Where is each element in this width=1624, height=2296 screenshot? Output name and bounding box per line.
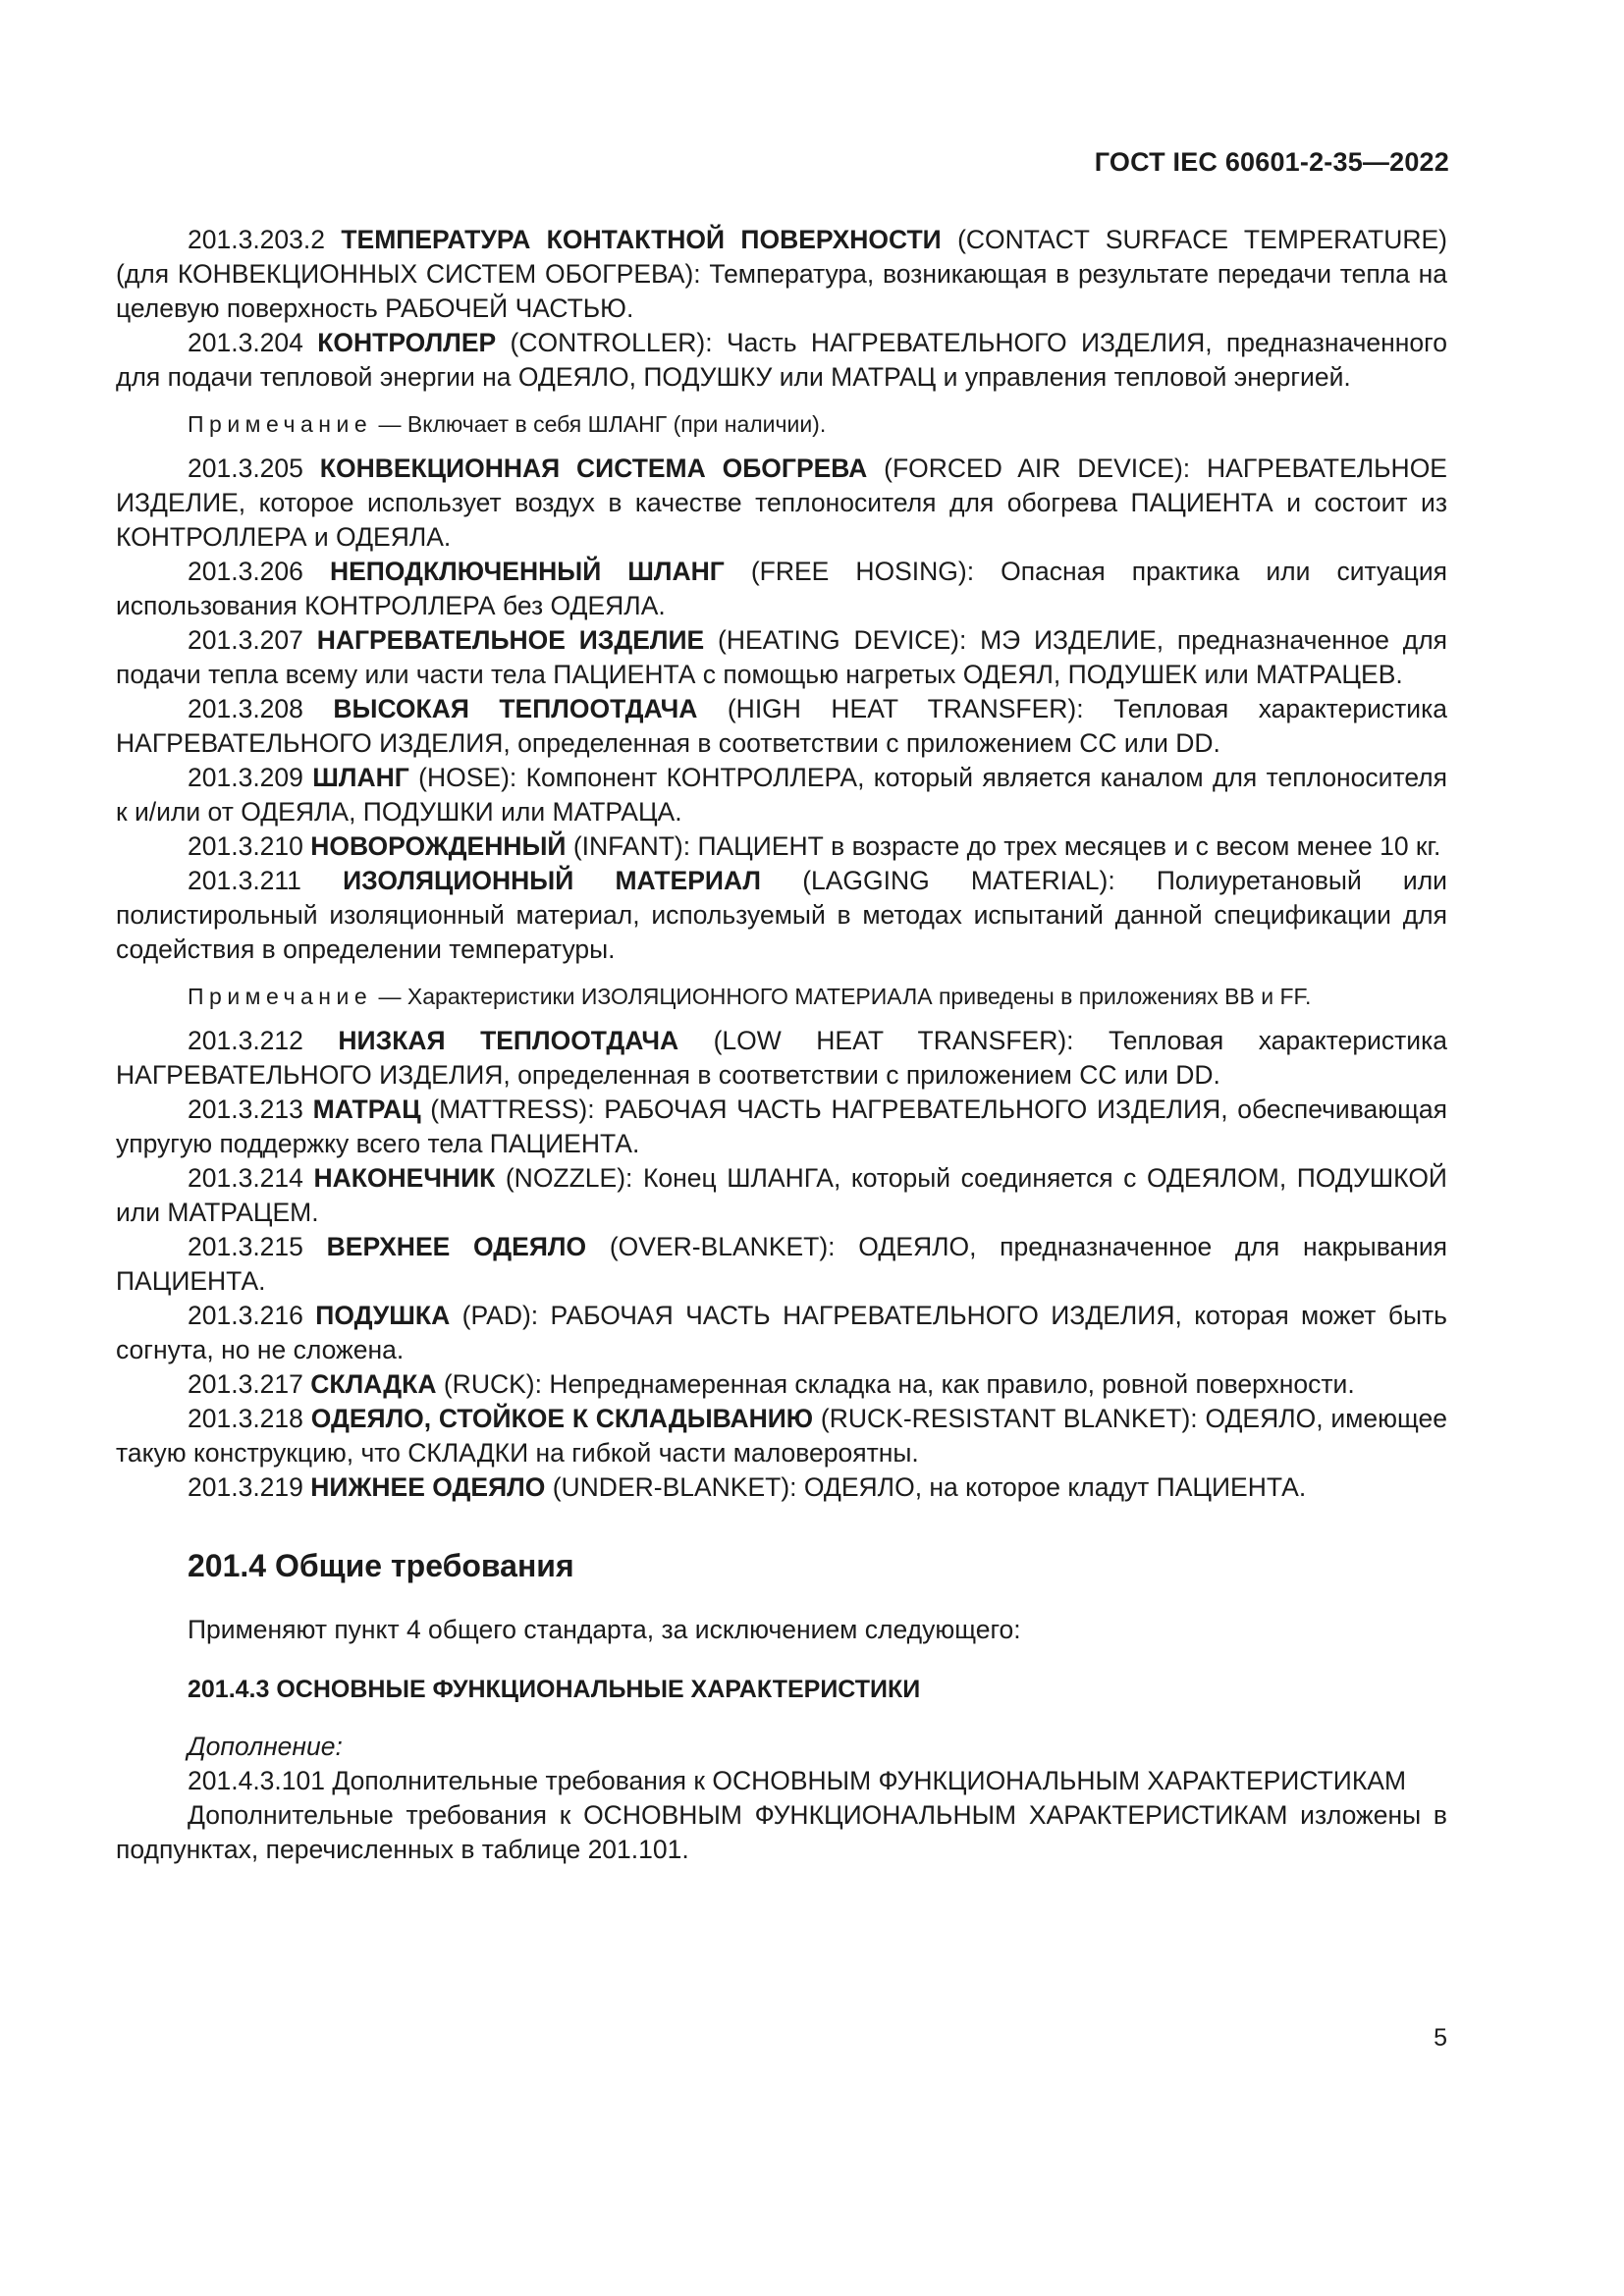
definition-term: СКЛАДКА [310, 1369, 437, 1399]
definition-201-3-208 [116, 692, 1447, 761]
definition-text: (CONTROLLER): Часть НАГРЕВАТЕЛЬНОГО ИЗДЕЛИЯ, предназначенного для подачи тепловой энергии на ОДЕЯЛО, ПОДУШКУ или МАТРАЦ и управления тепловой энергией. [116, 328, 1447, 392]
subsection-heading: 201.4.3 ОСНОВНЫЕ ФУНКЦИОНАЛЬНЫЕ ХАРАКТЕРИСТИКИ [188, 1676, 921, 1703]
definition-term: НАГРЕВАТЕЛЬНОЕ ИЗДЕЛИЕ [316, 625, 705, 655]
definition-201-3-211 [116, 864, 1447, 967]
definition-term: ШЛАНГ [312, 763, 409, 792]
definition-number: 201.3.209 [188, 763, 303, 792]
note-text: — Включает в себя ШЛАНГ (при наличии). [372, 411, 827, 437]
definition-term: НАКОНЕЧНИК [313, 1163, 496, 1193]
definition-term: КОНВЕКЦИОННАЯ СИСТЕМА ОБОГРЕВА [319, 454, 868, 483]
definition-number: 201.3.214 [188, 1163, 303, 1193]
page-number: 5 [1434, 2024, 1447, 2052]
definition-text: (OVER-BLANKET): ОДЕЯЛО, предназначенное для накрывания ПАЦИЕНТА. [116, 1232, 1447, 1296]
definition-text: (HIGH HEAT TRANSFER): Тепловая характеристика НАГРЕВАТЕЛЬНОГО ИЗДЕЛИЯ, определенная в соответствии с приложением CC или DD. [116, 694, 1447, 758]
definition-text: (LOW HEAT TRANSFER): Тепловая характеристика НАГРЕВАТЕЛЬНОГО ИЗДЕЛИЯ, определенная в соответствии с приложением CC или DD. [116, 1026, 1447, 1090]
definition-text: (HOSE): Компонент КОНТРОЛЛЕРА, который является каналом для теплоносителя к и/или от ОДЕЯЛА, ПОДУШКИ или МАТРАЦА. [116, 763, 1447, 827]
note-lagging-material [116, 981, 1447, 1012]
page-content [116, 223, 1447, 1867]
definition-term: ТЕМПЕРАТУРА КОНТАКТНОЙ ПОВЕРХНОСТИ [341, 225, 942, 254]
definition-number: 201.3.210 [188, 831, 303, 861]
definition-term: НИЖНЕЕ ОДЕЯЛО [310, 1472, 546, 1502]
definition-term: ПОДУШКА [315, 1301, 451, 1330]
definition-number: 201.3.205 [188, 454, 303, 483]
definition-text: (FORCED AIR DEVICE): НАГРЕВАТЕЛЬНОЕ ИЗДЕЛИЕ, которое использует воздух в качестве теплоносителя для обогрева ПАЦИЕНТА и состоит из КОНТРОЛЛЕРА и ОДЕЯЛА. [116, 454, 1447, 552]
definition-number: 201.3.218 [188, 1404, 303, 1433]
definition-number: 201.3.213 [188, 1095, 303, 1124]
definition-text: (MATTRESS): РАБОЧАЯ ЧАСТЬ НАГРЕВАТЕЛЬНОГО ИЗДЕЛИЯ, обеспечивающая упругую поддержку всего тела ПАЦИЕНТА. [116, 1095, 1447, 1158]
definition-number: 201.3.203.2 [188, 225, 325, 254]
definition-number: 201.3.219 [188, 1472, 303, 1502]
definition-text: (RUCK-RESISTANT BLANKET): ОДЕЯЛО, имеющее такую конструкцию, что СКЛАДКИ на гибкой части маловероятны. [116, 1404, 1447, 1468]
definition-201-3-203-2 [116, 223, 1447, 326]
definition-term: ВЫСОКАЯ ТЕПЛООТДАЧА [333, 694, 698, 723]
definition-term: КОНТРОЛЛЕР [317, 328, 497, 357]
clause-text: Дополнительные требования к ОСНОВНЫМ ФУНКЦИОНАЛЬНЫМ ХАРАКТЕРИСТИКАМ изложены в подпунктах, перечисленных в таблице 201.101. [116, 1800, 1447, 1864]
definition-201-3-204 [116, 326, 1447, 395]
section-heading: 201.4 Общие требования [188, 1548, 574, 1583]
definition-201-3-215 [116, 1230, 1447, 1299]
definition-number: 201.3.207 [188, 625, 303, 655]
document-code: ГОСТ IEC 60601-2-35—2022 [1094, 147, 1449, 177]
note-label: Примечание [188, 984, 373, 1009]
definition-text: (UNDER-BLANKET): ОДЕЯЛО, на которое кладут ПАЦИЕНТА. [545, 1472, 1307, 1502]
definition-text: (PAD): РАБОЧАЯ ЧАСТЬ НАГРЕВАТЕЛЬНОГО ИЗДЕЛИЯ, которая может быть согнута, но не сложена. [116, 1301, 1447, 1364]
definition-number: 201.3.215 [188, 1232, 303, 1261]
definition-term: НОВОРОЖДЕННЫЙ [310, 831, 567, 861]
definition-text: (CONTACT SURFACE TEMPERATURE) (для КОНВЕКЦИОННЫХ СИСТЕМ ОБОГРЕВА): Температура, возникающая в результате передачи тепла на целевую поверхность РАБОЧЕЙ ЧАСТЬЮ. [116, 225, 1447, 323]
definition-term: ИЗОЛЯЦИОННЫЙ МАТЕРИАЛ [343, 866, 762, 895]
definition-text: (HEATING DEVICE): МЭ ИЗДЕЛИЕ, предназначенное для подачи тепла всему или части тела ПАЦИЕНТА с помощью нагретых ОДЕЯЛ, ПОДУШЕК или МАТРАЦЕВ. [116, 625, 1448, 689]
definition-201-3-209 [116, 761, 1447, 829]
definition-term: НЕПОДКЛЮЧЕННЫЙ ШЛАНГ [329, 557, 725, 586]
definition-201-3-216 [116, 1299, 1447, 1367]
definition-201-3-213 [116, 1093, 1447, 1161]
definition-201-3-218 [116, 1402, 1447, 1470]
definition-term: ОДЕЯЛО, СТОЙКОЕ К СКЛАДЫВАНИЮ [310, 1404, 814, 1433]
definition-201-3-205 [116, 452, 1447, 555]
definition-text: (INFANT): ПАЦИЕНТ в возрасте до трех месяцев и с весом менее 10 кг. [566, 831, 1441, 861]
definition-text: (RUCK): Непреднамеренная складка на, как правило, ровной поверхности. [436, 1369, 1355, 1399]
note-hose [116, 408, 1447, 440]
note-label: Примечание [188, 411, 373, 437]
section-intro: Применяют пункт 4 общего стандарта, за исключением следующего: [188, 1615, 1021, 1644]
definition-term: ВЕРХНЕЕ ОДЕЯЛО [326, 1232, 587, 1261]
definition-term: МАТРАЦ [312, 1095, 421, 1124]
definition-text: (NOZZLE): Конец ШЛАНГА, который соединяется с ОДЕЯЛОМ, ПОДУШКОЙ или МАТРАЦЕМ. [116, 1163, 1447, 1227]
definition-number: 201.3.212 [188, 1026, 303, 1055]
definition-201-3-217 [116, 1367, 1447, 1402]
definition-number: 201.3.208 [188, 694, 303, 723]
clause-201-4-3-101: 201.4.3.101 Дополнительные требования к ОСНОВНЫМ ФУНКЦИОНАЛЬНЫМ ХАРАКТЕРИСТИКАМ [188, 1766, 1407, 1795]
definition-text: (FREE HOSING): Опасная практика или ситуация использования КОНТРОЛЛЕРА без ОДЕЯЛА. [116, 557, 1447, 620]
definition-201-3-210 [116, 829, 1447, 864]
definition-number: 201.3.206 [188, 557, 303, 586]
definition-201-3-206 [116, 555, 1447, 623]
note-text: — Характеристики ИЗОЛЯЦИОННОГО МАТЕРИАЛА приведены в приложениях BB и FF. [372, 984, 1312, 1009]
definition-number: 201.3.217 [188, 1369, 303, 1399]
definition-201-3-212 [116, 1024, 1447, 1093]
definition-text: (LAGGING MATERIAL): Полиуретановый или полистирольный изоляционный материал, используемый в методах испытаний данной спецификации для содействия в определении температуры. [116, 866, 1447, 964]
definition-201-3-214 [116, 1161, 1447, 1230]
definition-201-3-219 [116, 1470, 1447, 1505]
definition-number: 201.3.204 [188, 328, 303, 357]
definition-number: 201.3.216 [188, 1301, 303, 1330]
definition-201-3-207 [116, 623, 1447, 692]
definition-number: 201.3.211 [188, 866, 301, 895]
addendum-label: Дополнение: [188, 1732, 343, 1761]
definition-term: НИЗКАЯ ТЕПЛООТДАЧА [338, 1026, 679, 1055]
